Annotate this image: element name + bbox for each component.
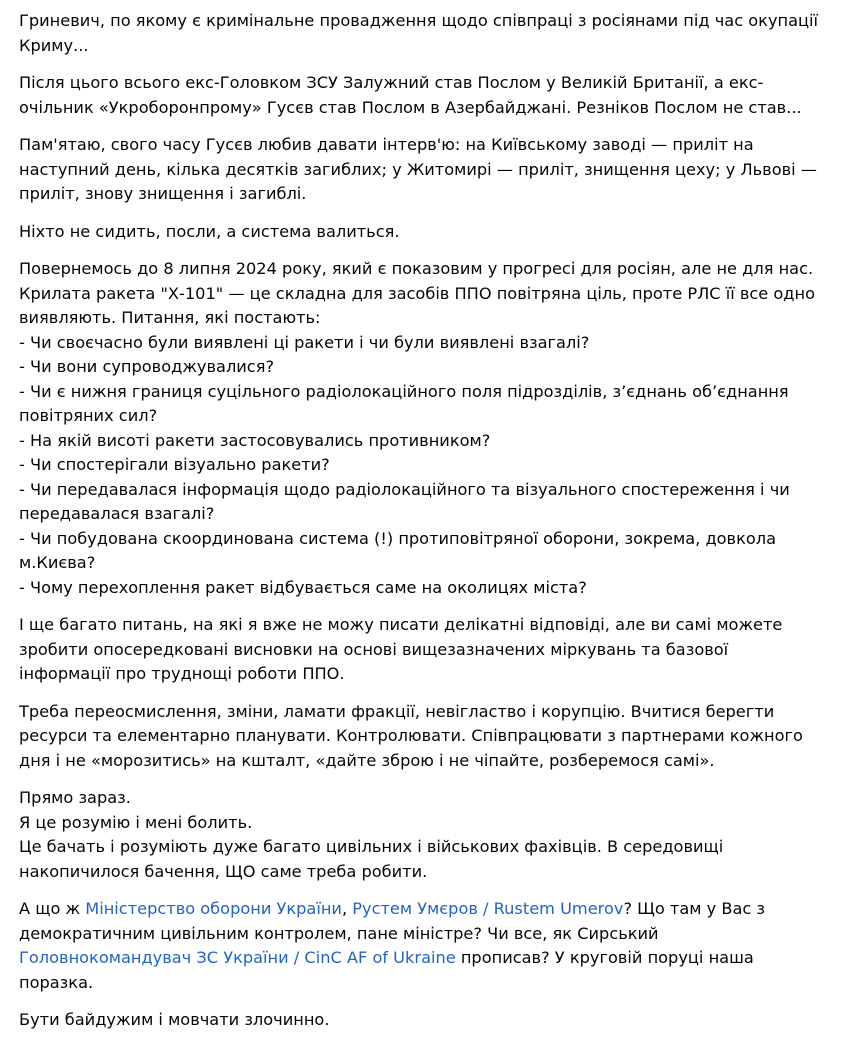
question-prefix: А що ж (19, 899, 86, 918)
post-paragraph (19, 786, 834, 884)
question-separator: , (341, 899, 353, 918)
paragraph-line: м.Києва? (19, 553, 96, 572)
paragraph-line: Ніхто не сидить, посли, а система валиться. (19, 221, 400, 241)
paragraph-line: Крилата ракета "Х-101" — це складна для засобів ППО повітряна ціль, проте РЛС її все одно (19, 283, 815, 303)
paragraph-line: - Чи вони супроводжувалися? (19, 357, 275, 376)
paragraph-line: наступний день, кілька десятків загиблих; у Житомирі — приліт, знищення цеху; у Львові — (19, 159, 817, 179)
paragraph-line: передавалася взагалі? (19, 504, 215, 523)
paragraph-line: Треба переосмислення, зміни, ламати фракції, невігластво і корупцію. Вчитися берегти (19, 701, 775, 721)
post-paragraph (19, 220, 834, 245)
paragraph-line: - Чи побудована скоординована система (!) протиповітряної оборони, зокрема, довкола (19, 528, 777, 548)
post-paragraphs (19, 9, 834, 884)
paragraph-line: Прямо зараз. (19, 788, 131, 807)
question-line-3 (19, 946, 834, 971)
paragraph-line: - На якій висоті ракети застосовувались противником? (19, 430, 491, 450)
paragraph-line: Я це розумію і мені болить. (19, 812, 253, 832)
question-suffix: ? Що там у Вас з (623, 899, 766, 918)
post-paragraph (19, 613, 834, 687)
paragraph-line: - Чи спостерігали візуально ракети? (19, 455, 330, 474)
paragraph-line: інформації про труднощі роботи ППО. (19, 664, 345, 683)
paragraph-line: ресурси та елементарно планувати. Контролювати. Співпрацювати з партнерами кожного (19, 726, 803, 745)
question-line-4: поразка. (19, 972, 94, 992)
closing-paragraph (19, 1008, 834, 1033)
ministry-of-defence-link[interactable]: Міністерство оборони України (85, 899, 342, 918)
question-line-1 (19, 897, 834, 922)
paragraph-line: Це бачать і розуміють дуже багато цивільних і військових фахівців. В середовищі (19, 837, 724, 856)
paragraph-line: - Чому перехоплення ракет відбувається саме на околицях міста? (19, 577, 587, 597)
cut-off-top-line (19, 0, 834, 9)
post-paragraph (19, 257, 834, 600)
paragraph-line: виявляють. Питання, які постають: (19, 308, 321, 327)
rustem-umerov-link[interactable]: Рустем Умєров / Rustem Umerov (352, 899, 624, 918)
question-line-3-suffix: прописав? У круговій поруці наша (455, 948, 754, 967)
paragraph-line: Криму... (19, 35, 89, 55)
paragraph-line: Повернемось до 8 липня 2024 року, який є показовим у прогресі для росіян, але не для нас. (19, 259, 814, 278)
closing-line: Бути байдужим і мовчати злочинно. (19, 1010, 330, 1029)
question-paragraph (19, 897, 834, 995)
commander-in-chief-link[interactable]: Головнокомандувач ЗС України / CinC AF of Ukraine (19, 948, 456, 967)
paragraph-line: приліт, знову знищення і загиблі. (19, 184, 307, 203)
paragraph-line: Пам'ятаю, свого часу Гусєв любив давати інтерв'ю: на Київському заводі — приліт на (19, 135, 754, 154)
post-paragraph (19, 133, 834, 207)
paragraph-line: - Чи є нижня границя суцільного радіолокаційного поля підрозділів, з’єднань об’єднання (19, 381, 789, 401)
post-paragraph (19, 700, 834, 774)
paragraph-line: Гриневич, по якому є кримінальне провадження щодо співпраці з росіянами під час окупації (19, 11, 819, 30)
paragraph-line: зробити опосередковані висновки на основі вищезазначених міркувань та базової (19, 639, 729, 659)
paragraph-line: - Чи передавалася інформація щодо радіолокаційного та візуального спостереження і чи (19, 479, 790, 499)
paragraph-line: накопичилося бачення, ЩО саме треба робити. (19, 861, 428, 881)
paragraph-line: повітряних сил? (19, 406, 158, 425)
paragraph-line: - Чи своєчасно були виявлені ці ракети і чи були виявлені взагалі? (19, 332, 590, 352)
paragraph-line: дня і не «морозитись» на кшталт, «дайте зброю і не чіпайте, розберемося самі». (19, 750, 715, 770)
post-paragraph (19, 9, 834, 58)
question-line-2: демократичним цивільним контролем, пане міністре? Чи все, як Сирський (19, 923, 659, 943)
paragraph-line: І ще багато питань, на які я вже не можу писати делікатні відповіді, але ви самі можете (19, 615, 783, 634)
post-paragraph (19, 71, 834, 120)
paragraph-line: Після цього всього екс-Головком ЗСУ Залужний став Послом у Великій Британії, а екс- (19, 73, 764, 92)
facebook-post-body (19, 0, 834, 1046)
paragraph-line: очільник «Укроборонпрому» Гусєв став Послом в Азербайджані. Резніков Послом не став... (19, 97, 802, 117)
